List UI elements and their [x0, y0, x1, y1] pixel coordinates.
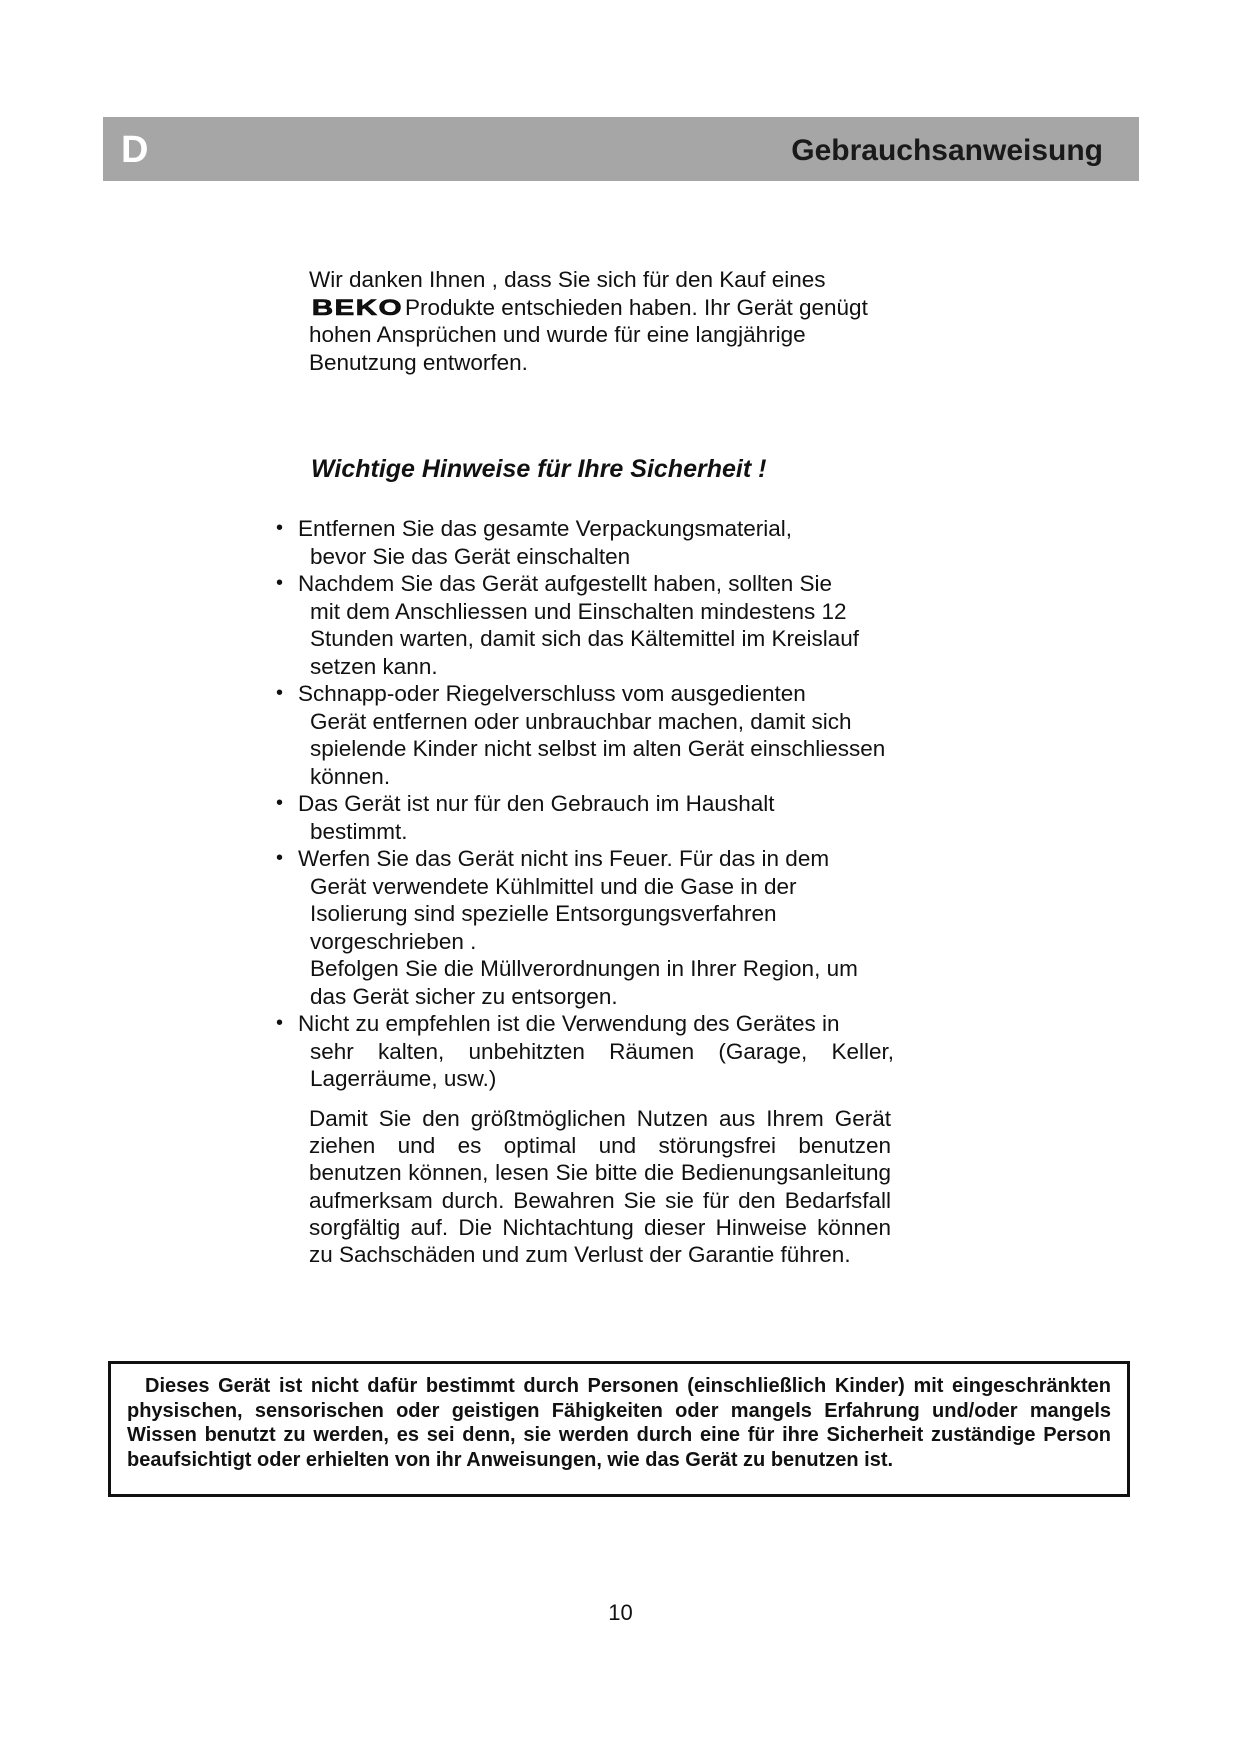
safety-heading: Wichtige Hinweise für Ihre Sicherheit ! — [311, 455, 767, 483]
bullet-icon: • — [276, 682, 284, 704]
list-item — [274, 680, 894, 790]
intro-line-1: Wir danken Ihnen , dass Sie sich für den Kauf eines — [309, 267, 826, 292]
bullet-text: Nicht zu empfehlen ist die Verwendung des Gerätes in — [298, 1011, 840, 1036]
bullet-text-cont: Gerät verwendete Kühlmittel und die Gase in der Isolierung sind spezielle Entsorgungsverfahren vorgeschrieben . — [310, 873, 797, 954]
bullet-icon: • — [276, 1012, 284, 1034]
bullet-text: Schnapp-oder Riegelverschluss vom ausgedienten — [298, 681, 806, 706]
bullet-text: Das Gerät ist nur für den Gebrauch im Haushalt — [298, 791, 775, 816]
bullet-text-cont: bestimmt. — [310, 818, 408, 844]
page-number: 10 — [608, 1600, 633, 1625]
safety-list — [274, 515, 894, 1093]
notice-text: Dieses Gerät ist nicht dafür bestimmt durch Personen (einschließlich Kinder) mit eingeschränkten physischen, sensorischen oder geistigen Fähigkeiten oder mangels Erfahrung und/oder mangels Wissen benutzt zu werden, es sei denn, sie werden durch eine für ihre Sicherheit zuständige Person beaufsichtigt oder erhielten von ihr Anweisungen, wie das Gerät zu benutzen ist. — [127, 1375, 1111, 1471]
intro-line-3: hohen Ansprüchen und wurde für eine langjährige — [309, 322, 806, 347]
header-bar — [103, 117, 1139, 181]
bullet-text: Entfernen Sie das gesamte Verpackungsmaterial, — [298, 516, 793, 541]
intro-line-4: Benutzung entworfen. — [309, 349, 528, 375]
list-item — [274, 790, 894, 845]
language-code: D — [121, 129, 149, 171]
bullet-text: Nachdem Sie das Gerät aufgestellt haben, sollten Sie — [298, 571, 833, 596]
bullet-text-cont: sehr kalten, unbehitzten Räumen (Garage, Keller, Lagerräume, usw.) — [310, 1038, 894, 1091]
bullet-icon: • — [276, 847, 284, 869]
bullet-icon: • — [276, 517, 284, 539]
bullet-icon: • — [276, 792, 284, 814]
list-item — [274, 515, 894, 570]
page-title: Gebrauchsanweisung — [791, 134, 1103, 167]
list-item — [274, 845, 894, 1010]
bullet-icon: • — [276, 572, 284, 594]
bullet-text-cont: bevor Sie das Gerät einschalten — [310, 543, 631, 569]
bullet-text: Werfen Sie das Gerät nicht ins Feuer. Für das in dem — [298, 846, 830, 871]
list-item — [274, 1010, 894, 1093]
intro-paragraph — [309, 266, 909, 376]
list-item — [274, 570, 894, 680]
bullet-text-cont: mit dem Anschliessen und Einschalten mindestens 12 Stunden warten, damit sich das Kältemittel im Kreislauf setzen kann. — [310, 598, 859, 679]
closing-paragraph: Damit Sie den größtmöglichen Nutzen aus Ihrem Gerät ziehen und es optimal und störungsfrei benutzen benutzen können, lesen Sie bitte die Bedienungsanleitung aufmerksam durch. Bewahren Sie sie für den Bedarfsfall sorgfältig auf. Die Nichtachtung dieser Hinweise können zu Sachschäden und zum Verlust der Garantie führen. — [309, 1106, 891, 1268]
notice-box — [108, 1361, 1130, 1497]
intro-line-2 — [309, 294, 909, 322]
bullet-text-cont-2: Befolgen Sie die Müllverordnungen in Ihrer Region, um das Gerät sicher zu entsorgen. — [310, 956, 858, 1009]
beko-logo: BEKO — [311, 294, 403, 320]
intro-line-2-text: Produkte entschieden haben. Ihr Gerät genügt — [405, 294, 868, 320]
bullet-text-cont: Gerät entfernen oder unbrauchbar machen, damit sich spielende Kinder nicht selbst im alten Gerät einschliessen können. — [310, 708, 886, 789]
